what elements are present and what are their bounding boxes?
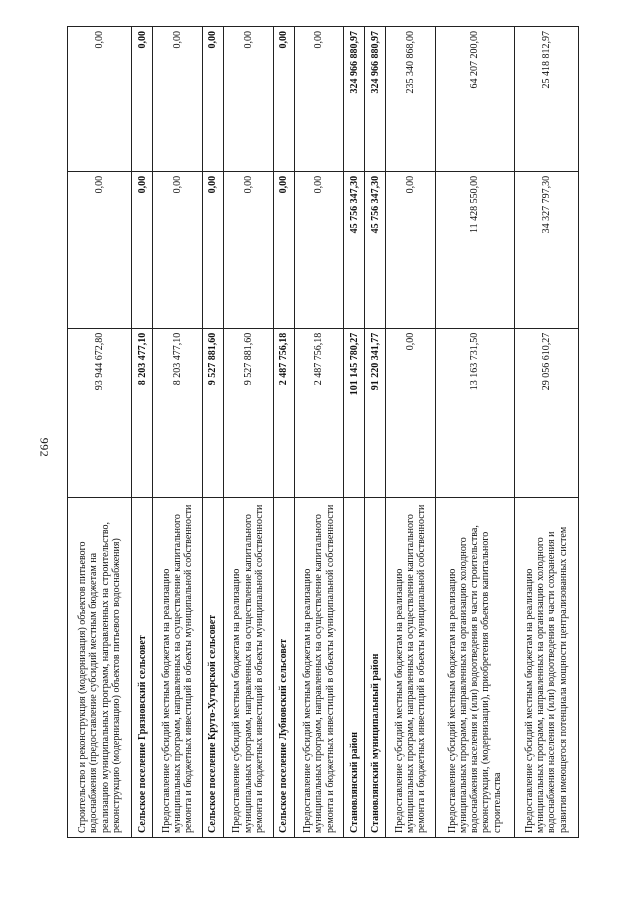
value-cell: 0,00 <box>202 27 223 172</box>
value-cell: 9 527 881,60 <box>202 328 223 497</box>
row-description: Предоставление субсидий местным бюджетам на реализацию муниципальных программ, направленных на организацию холодного водоснабжения населения и (или) водоотведения в части сохранения и развития имеющегося потенциала мощности централизованных систем <box>514 497 578 837</box>
value-cell: 0,00 <box>68 27 132 172</box>
table-row <box>294 27 344 838</box>
table-row <box>132 27 153 838</box>
row-description: Предоставление субсидий местным бюджетам на реализацию муниципальных программ, направленных на организацию холодного водоснабжения населения и (или) водоотведения в части строительства, реконструкции, (модернизации), приобретения объектов капитального строительства <box>435 497 514 837</box>
value-cell: 2 487 756,18 <box>273 328 294 497</box>
value-cell: 0,00 <box>223 27 273 172</box>
value-cell: 25 418 812,97 <box>514 27 578 172</box>
row-description: Предоставление субсидий местным бюджетам на реализацию муниципальных программ, направленных на осуществление капитального ремонта и бюджетных инвестиций в объекты муниципальной собственности <box>294 497 344 837</box>
table-row <box>514 27 578 838</box>
value-cell: 91 220 341,77 <box>365 328 386 497</box>
value-cell: 0,00 <box>273 171 294 328</box>
row-description: Предоставление субсидий местным бюджетам на реализацию муниципальных программ, направленных на осуществление капитального ремонта и бюджетных инвестиций в объекты муниципальной собственности <box>223 497 273 837</box>
value-cell: 11 428 550,00 <box>435 171 514 328</box>
table-row <box>68 27 132 838</box>
value-cell: 9 527 881,60 <box>223 328 273 497</box>
value-cell: 0,00 <box>223 171 273 328</box>
value-cell: 64 207 200,00 <box>435 27 514 172</box>
row-description: Сельское поселение Лубновский сельсовет <box>273 497 294 837</box>
table-row <box>365 27 386 838</box>
value-cell: 8 203 477,10 <box>132 328 153 497</box>
value-cell: 0,00 <box>294 27 344 172</box>
row-description: Становлянский муниципальный район <box>365 497 386 837</box>
value-cell: 2 487 756,18 <box>294 328 344 497</box>
row-description: Сельское поселение Круто-Хуторской сельсовет <box>202 497 223 837</box>
table-row <box>273 27 294 838</box>
page-number: 992 <box>37 437 52 458</box>
table-row <box>202 27 223 838</box>
rotated-table-container <box>67 26 579 838</box>
value-cell: 324 966 880,97 <box>344 27 365 172</box>
value-cell: 0,00 <box>386 171 436 328</box>
value-cell: 29 056 610,27 <box>514 328 578 497</box>
value-cell: 45 756 347,30 <box>344 171 365 328</box>
table-row <box>153 27 203 838</box>
value-cell: 0,00 <box>202 171 223 328</box>
value-cell: 0,00 <box>132 171 153 328</box>
value-cell: 101 145 780,27 <box>344 328 365 497</box>
table-row <box>435 27 514 838</box>
row-description: Строительство и реконструкция (модернизация) объектов питьевого водоснабжения (предоставление субсидий местным бюджетам на реализацию муниципальных программ, направленных на строительство, реконструкцию (модернизацию) объектов питьевого водоснабжения) <box>68 497 132 837</box>
value-cell: 13 163 731,50 <box>435 328 514 497</box>
value-cell: 8 203 477,10 <box>153 328 203 497</box>
budget-table-body <box>68 27 579 838</box>
value-cell: 0,00 <box>273 27 294 172</box>
value-cell: 45 756 347,30 <box>365 171 386 328</box>
value-cell: 93 944 672,80 <box>68 328 132 497</box>
value-cell: 0,00 <box>153 27 203 172</box>
table-row <box>344 27 365 838</box>
value-cell: 0,00 <box>68 171 132 328</box>
table-row <box>386 27 436 838</box>
row-description: Сельское поселение Грязновский сельсовет <box>132 497 153 837</box>
value-cell: 0,00 <box>132 27 153 172</box>
row-description: Предоставление субсидий местным бюджетам на реализацию муниципальных программ, направленных на осуществление капитального ремонта и бюджетных инвестиций в объекты муниципальной собственности <box>386 497 436 837</box>
value-cell: 235 340 868,00 <box>386 27 436 172</box>
value-cell: 0,00 <box>386 328 436 497</box>
value-cell: 0,00 <box>153 171 203 328</box>
value-cell: 324 966 880,97 <box>365 27 386 172</box>
row-description: Становлянский район <box>344 497 365 837</box>
table-row <box>223 27 273 838</box>
value-cell: 34 327 797,30 <box>514 171 578 328</box>
row-description: Предоставление субсидий местным бюджетам на реализацию муниципальных программ, направленных на осуществление капитального ремонта и бюджетных инвестиций в объекты муниципальной собственности <box>153 497 203 837</box>
value-cell: 0,00 <box>294 171 344 328</box>
budget-table <box>67 26 579 838</box>
